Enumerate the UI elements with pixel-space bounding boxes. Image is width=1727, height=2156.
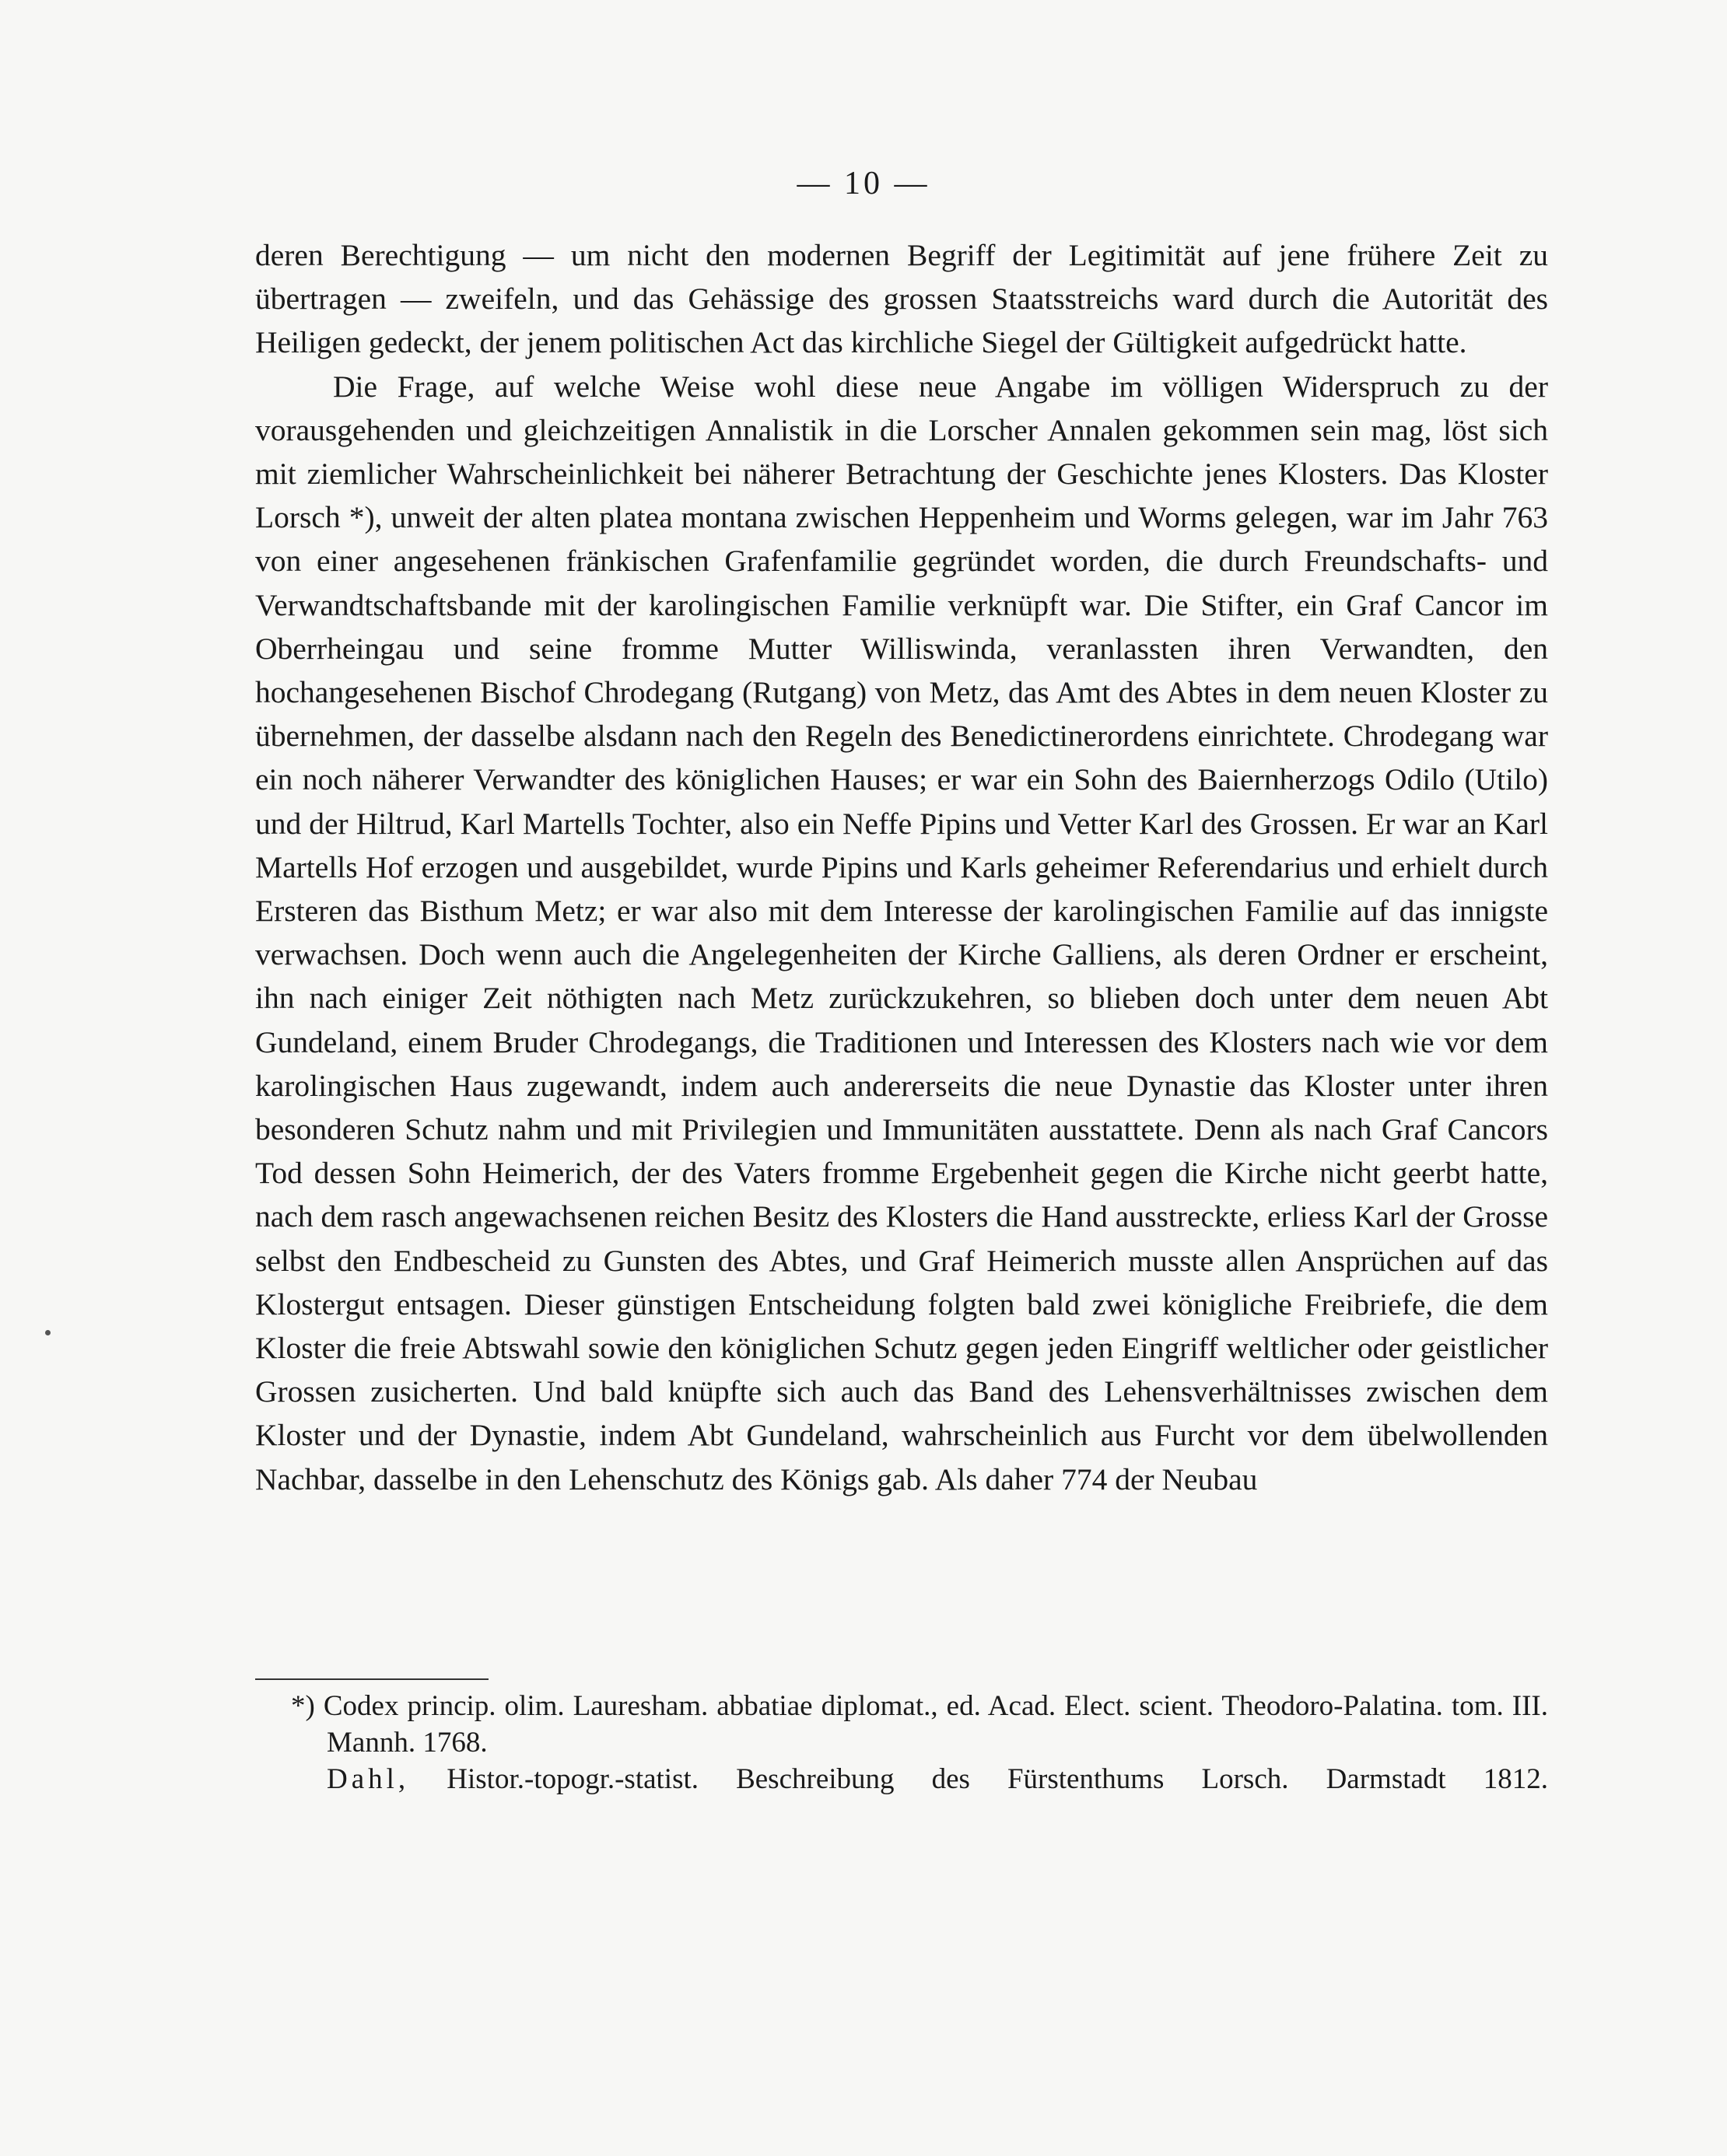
footnotes xyxy=(255,1688,1548,1797)
footnote-divider xyxy=(255,1678,489,1680)
paragraph-lorsch: Die Frage, auf welche Weise wohl diese neue Angabe im völligen Widerspruch zu der vorausgehenden und gleichzeitigen Annalistik in die Lorscher Annalen gekommen sein mag, löst sich mit ziemlicher Wahrscheinlichkeit bei näherer Betrachtung der Geschichte jenes Klosters. Das Kloster Lorsch *), unweit der alten platea montana zwischen Heppenheim und Worms gelegen, war im Jahr 763 von einer angesehenen fränkischen Grafenfamilie gegründet worden, die durch Freundschafts- und Verwandtschaftsbande mit der karolingischen Familie verknüpft war. Die Stifter, ein Graf Cancor im Oberrheingau und seine fromme Mutter Williswinda, veranlassten ihren Verwandten, den hochangesehenen Bischof Chrodegang (Rutgang) von Metz, das Amt des Abtes in dem neuen Kloster zu übernehmen, der dasselbe alsdann nach den Regeln des Benedictinerordens einrichtete. Chrodegang war ein noch näherer Verwandter des königlichen Hauses; er war ein Sohn des Baiernherzogs Odilo (Utilo) und der Hiltrud, Karl Martells Tochter, also ein Neffe Pipins und Vetter Karl des Grossen. Er war an Karl Martells Hof erzogen und ausgebildet, wurde Pipins und Karls geheimer Referendarius und erhielt durch Ersteren das Bisthum Metz; er war also mit dem Interesse der karolingischen Familie auf das innigste verwachsen. Doch wenn auch die Angelegenheiten der Kirche Galliens, als deren Ordner er erscheint, ihn nach einiger Zeit nöthigten nach Metz zurückzukehren, so blieben doch unter dem neuen Abt Gundeland, einem Bruder Chrodegangs, die Traditionen und Interessen des Klosters nach wie vor dem karolingischen Haus zugewandt, indem auch andererseits die neue Dynastie das Kloster unter ihren besonderen Schutz nahm und mit Privilegien und Immunitäten ausstattete. Denn als nach Graf Cancors Tod dessen Sohn Heimerich, der des Vaters fromme Ergebenheit gegen die Kirche nicht geerbt hatte, nach dem rasch angewachsenen reichen Besitz des Klosters die Hand ausstreckte, erliess Karl der Grosse selbst den Endbescheid zu Gunsten des Abtes, und Graf Heimerich musste allen Ansprüchen auf das Klostergut entsagen. Dieser günstigen Entscheidung folgten bald zwei königliche Freibriefe, die dem Kloster die freie Abtswahl sowie den königlichen Schutz gegen jeden Eingriff weltlicher oder geistlicher Grossen zusicherten. Und bald knüpfte sich auch das Band des Lehensverhältnisses zwischen dem Kloster und der Dynastie, indem Abt Gundeland, wahrscheinlich aus Furcht vor dem übelwollenden Nachbar, dasselbe in den Lehenschutz des Königs gab. Als daher 774 der Neubau xyxy=(255,369,1548,1496)
main-text xyxy=(255,233,1548,1501)
page-number: — 10 — xyxy=(797,166,930,201)
footnote-dahl xyxy=(255,1761,1548,1797)
scan-speck xyxy=(45,1330,51,1335)
footnote-title: Histor.-topogr.-statist. Beschreibung des Fürstenthums Lorsch. Darmstadt 1812. xyxy=(447,1763,1549,1795)
paragraph-continuation: deren Berechtigung — um nicht den modernen Begriff der Legitimität auf jene frühere Zeit zu übertragen — zweifeln, und das Gehässige des grossen Staatsstreichs ward durch die Autorität des Heiligen gedeckt, der jenem politischen Act das kirchliche Siegel der Gültigkeit aufgedrückt hatte. xyxy=(255,238,1548,360)
footnote-codex: *) Codex princip. olim. Lauresham. abbatiae diplomat., ed. Acad. Elect. scient. Theodoro-Palatina. tom. III. Mannh. 1768. xyxy=(291,1690,1548,1759)
footnote-author: Dahl, xyxy=(327,1763,410,1795)
